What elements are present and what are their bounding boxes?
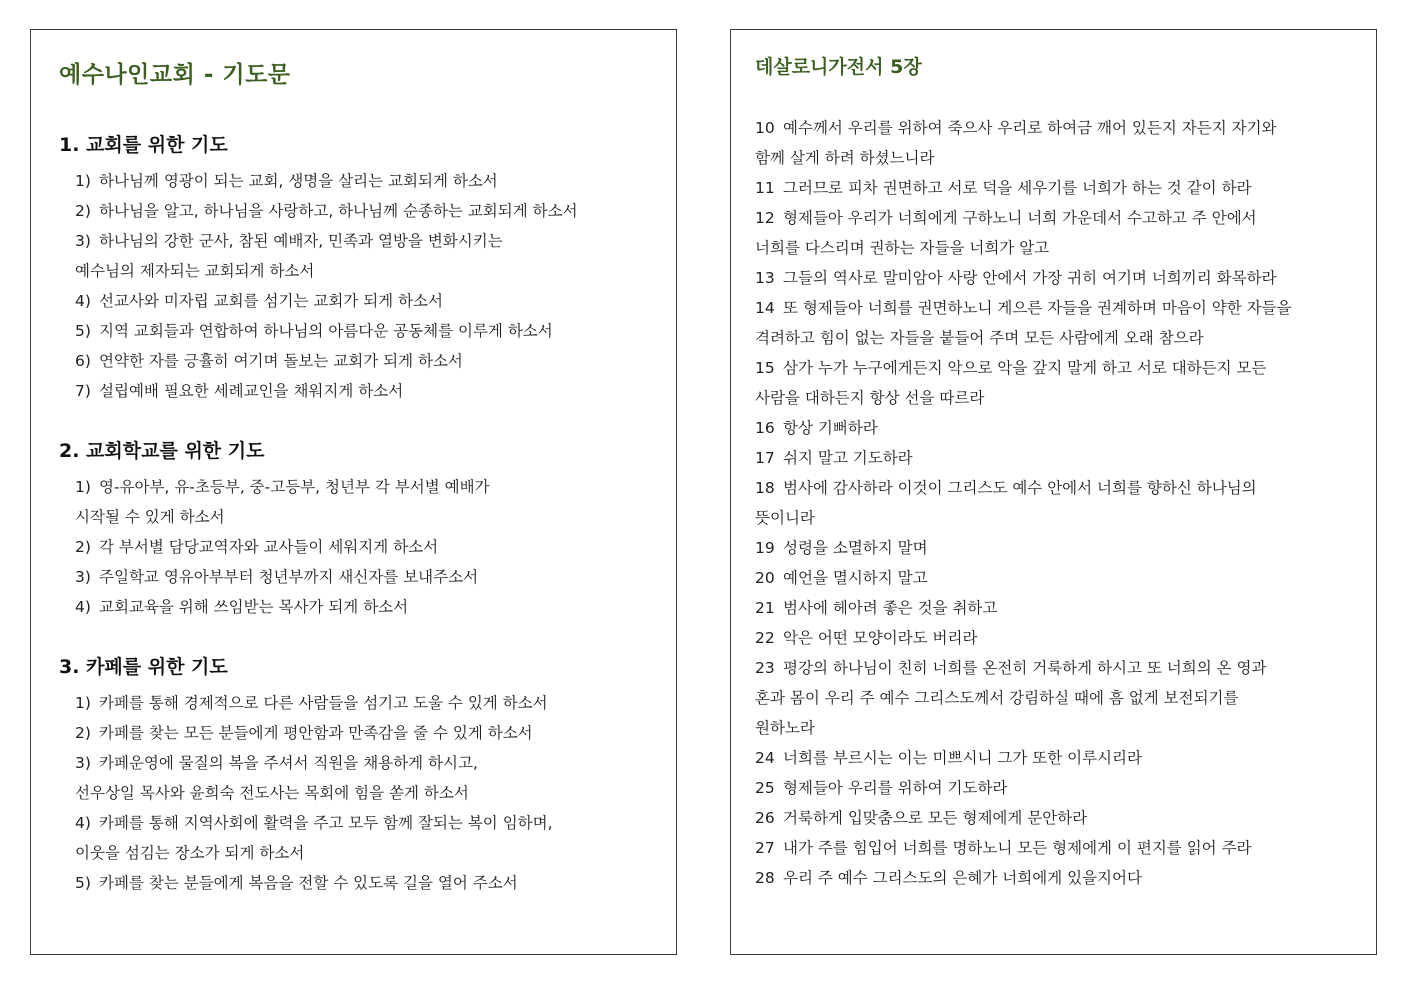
verse-number: 23	[755, 659, 775, 677]
verse-text: 범사에 헤아려 좋은 것을 취하고	[783, 599, 998, 617]
verse	[755, 593, 1365, 623]
verse-text: 범사에 감사하라 이것이 그리스도 예수 안에서 너희를 향하신 하나님의	[783, 479, 1257, 497]
section-heading: 2. 교회학교를 위한 기도	[59, 440, 265, 462]
verse-number: 18	[755, 479, 775, 497]
verse-text: 쉬지 말고 기도하라	[783, 449, 913, 467]
item-number: 7)	[75, 382, 91, 400]
verse	[755, 203, 1365, 233]
verse-text: 예수께서 우리를 위하여 죽으사 우리로 하여금 깨어 있든지 자든지 자기와	[783, 119, 1277, 137]
item-number: 6)	[75, 352, 91, 370]
verse-text-continued: 격려하고 힘이 없는 자들을 붙들어 주며 모든 사람에게 오래 참으라	[755, 329, 1204, 347]
verse-number: 24	[755, 749, 775, 767]
item-number: 2)	[75, 724, 91, 742]
prayer-item	[59, 592, 659, 622]
verse	[755, 293, 1365, 323]
verse	[755, 473, 1365, 503]
verse	[755, 833, 1365, 863]
verse-text: 삼가 누가 누구에게든지 악으로 악을 갚지 말게 하고 서로 대하든지 모든	[783, 359, 1267, 377]
section-church	[59, 130, 659, 406]
item-text: 주일학교 영유아부부터 청년부까지 새신자를 보내주소서	[99, 568, 479, 586]
prayer-title: 예수나인교회 - 기도문	[59, 62, 291, 88]
item-text: 교회교육을 위해 쓰임받는 목사가 되게 하소서	[99, 598, 409, 616]
verse-text: 거룩하게 입맞춤으로 모든 형제에게 문안하라	[783, 809, 1088, 827]
verse-text-continued: 뜻이니라	[755, 509, 815, 527]
item-number: 3)	[75, 754, 91, 772]
prayer-item	[59, 376, 659, 406]
item-number: 3)	[75, 232, 91, 250]
item-number: 4)	[75, 292, 91, 310]
item-number: 2)	[75, 202, 91, 220]
item-number: 1)	[75, 478, 91, 496]
verse	[755, 743, 1365, 773]
section-heading: 1. 교회를 위한 기도	[59, 134, 228, 156]
item-text: 선교사와 미자립 교회를 섬기는 교회가 되게 하소서	[99, 292, 443, 310]
verse	[755, 533, 1365, 563]
scripture-title: 데살로니가전서 5장	[755, 56, 922, 78]
item-text-continued: 선우상일 목사와 윤희숙 전도사는 목회에 힘을 쏟게 하소서	[75, 784, 469, 802]
prayer-item	[59, 286, 659, 316]
item-text: 하나님께 영광이 되는 교회, 생명을 살리는 교회되게 하소서	[99, 172, 498, 190]
verse-text: 예언을 멸시하지 말고	[783, 569, 928, 587]
verse-text: 형제들아 우리가 너희에게 구하노니 너희 가운데서 수고하고 주 안에서	[783, 209, 1257, 227]
verse	[755, 863, 1365, 893]
verse-text-continued: 원하노라	[755, 719, 815, 737]
prayer-item	[59, 316, 659, 346]
item-number: 3)	[75, 568, 91, 586]
verse-number: 21	[755, 599, 775, 617]
item-text: 카페운영에 물질의 복을 주셔서 직원을 채용하게 하시고,	[99, 754, 478, 772]
item-text: 카페를 찾는 분들에게 복음을 전할 수 있도록 길을 열어 주소서	[99, 874, 518, 892]
verse	[755, 653, 1365, 683]
verse-text: 너희를 부르시는 이는 미쁘시니 그가 또한 이루시리라	[783, 749, 1142, 767]
item-text: 각 부서별 담당교역자와 교사들이 세워지게 하소서	[99, 538, 439, 556]
verse-number: 27	[755, 839, 775, 857]
item-text: 연약한 자를 긍휼히 여기며 돌보는 교회가 되게 하소서	[99, 352, 463, 370]
verse	[755, 353, 1365, 383]
item-text: 지역 교회들과 연합하여 하나님의 아름다운 공동체를 이루게 하소서	[99, 322, 553, 340]
item-text-continued: 시작될 수 있게 하소서	[75, 508, 225, 526]
verse-number: 26	[755, 809, 775, 827]
verse	[755, 563, 1365, 593]
verse	[755, 443, 1365, 473]
verse	[755, 803, 1365, 833]
scripture-panel	[730, 29, 1377, 955]
prayer-item	[59, 808, 659, 838]
verse	[755, 263, 1365, 293]
verse-text: 악은 어떤 모양이라도 버리라	[783, 629, 978, 647]
verse-text-continued: 너희를 다스리며 권하는 자들을 너희가 알고	[755, 239, 1050, 257]
verse-number: 20	[755, 569, 775, 587]
verse-number: 14	[755, 299, 775, 317]
verse-number: 25	[755, 779, 775, 797]
verse-text: 또 형제들아 너희를 권면하노니 게으른 자들을 권계하며 마음이 약한 자들을	[783, 299, 1292, 317]
verse-number: 28	[755, 869, 775, 887]
section-church-school	[59, 436, 659, 622]
prayer-item	[59, 472, 659, 502]
prayer-item	[59, 532, 659, 562]
item-text: 설립예배 필요한 세례교인을 채워지게 하소서	[99, 382, 404, 400]
item-number: 5)	[75, 322, 91, 340]
prayer-item	[59, 688, 659, 718]
item-text: 영-유아부, 유-초등부, 중-고등부, 청년부 각 부서별 예배가	[99, 478, 490, 496]
item-number: 5)	[75, 874, 91, 892]
item-text: 카페를 통해 경제적으로 다른 사람들을 섬기고 도울 수 있게 하소서	[99, 694, 548, 712]
verse-text: 그러므로 피차 권면하고 서로 덕을 세우기를 너희가 하는 것 같이 하라	[783, 179, 1252, 197]
item-number: 2)	[75, 538, 91, 556]
item-text-continued: 이웃을 섬김는 장소가 되게 하소서	[75, 844, 305, 862]
verse-list	[755, 113, 1365, 893]
verse-text: 성령을 소멸하지 말며	[783, 539, 928, 557]
verse-number: 19	[755, 539, 775, 557]
prayer-item	[59, 748, 659, 778]
item-text: 하나님의 강한 군사, 참된 예배자, 민족과 열방을 변화시키는	[99, 232, 503, 250]
section-heading: 3. 카페를 위한 기도	[59, 656, 228, 678]
prayer-item	[59, 226, 659, 256]
verse-number: 17	[755, 449, 775, 467]
item-number: 4)	[75, 814, 91, 832]
verse-text: 우리 주 예수 그리스도의 은혜가 너희에게 있을지어다	[783, 869, 1142, 887]
prayer-item	[59, 346, 659, 376]
verse-number: 13	[755, 269, 775, 287]
item-number: 4)	[75, 598, 91, 616]
item-number: 1)	[75, 694, 91, 712]
prayer-item	[59, 718, 659, 748]
verse-number: 11	[755, 179, 775, 197]
verse-text: 항상 기뻐하라	[783, 419, 878, 437]
item-text: 카페를 찾는 모든 분들에게 평안함과 만족감을 줄 수 있게 하소서	[99, 724, 533, 742]
item-text: 카페를 통해 지역사회에 활력을 주고 모두 함께 잘되는 복이 임하며,	[99, 814, 553, 832]
verse	[755, 173, 1365, 203]
prayer-item	[59, 196, 659, 226]
verse	[755, 413, 1365, 443]
verse	[755, 773, 1365, 803]
section-cafe	[59, 652, 659, 898]
verse-number: 16	[755, 419, 775, 437]
verse-text-continued: 사람을 대하든지 항상 선을 따르라	[755, 389, 985, 407]
verse-text: 내가 주를 힘입어 너희를 명하노니 모든 형제에게 이 편지를 읽어 주라	[783, 839, 1252, 857]
item-text-continued: 예수님의 제자되는 교회되게 하소서	[75, 262, 315, 280]
item-number: 1)	[75, 172, 91, 190]
prayer-panel	[30, 29, 677, 955]
verse-text-continued: 함께 살게 하려 하셨느니라	[755, 149, 935, 167]
verse-text-continued: 혼과 몸이 우리 주 예수 그리스도께서 강림하실 때에 흠 없게 보전되기를	[755, 689, 1239, 707]
prayer-item	[59, 562, 659, 592]
verse-number: 15	[755, 359, 775, 377]
prayer-item	[59, 868, 659, 898]
verse	[755, 623, 1365, 653]
verse-text: 그들의 역사로 말미암아 사랑 안에서 가장 귀히 여기며 너희끼리 화목하라	[783, 269, 1277, 287]
verse-text: 평강의 하나님이 친히 너희를 온전히 거룩하게 하시고 또 너희의 온 영과	[783, 659, 1267, 677]
verse-number: 12	[755, 209, 775, 227]
verse	[755, 113, 1365, 143]
prayer-item	[59, 166, 659, 196]
item-text: 하나님을 알고, 하나님을 사랑하고, 하나님께 순종하는 교회되게 하소서	[99, 202, 578, 220]
verse-text: 형제들아 우리를 위하여 기도하라	[783, 779, 1008, 797]
verse-number: 10	[755, 119, 775, 137]
verse-number: 22	[755, 629, 775, 647]
